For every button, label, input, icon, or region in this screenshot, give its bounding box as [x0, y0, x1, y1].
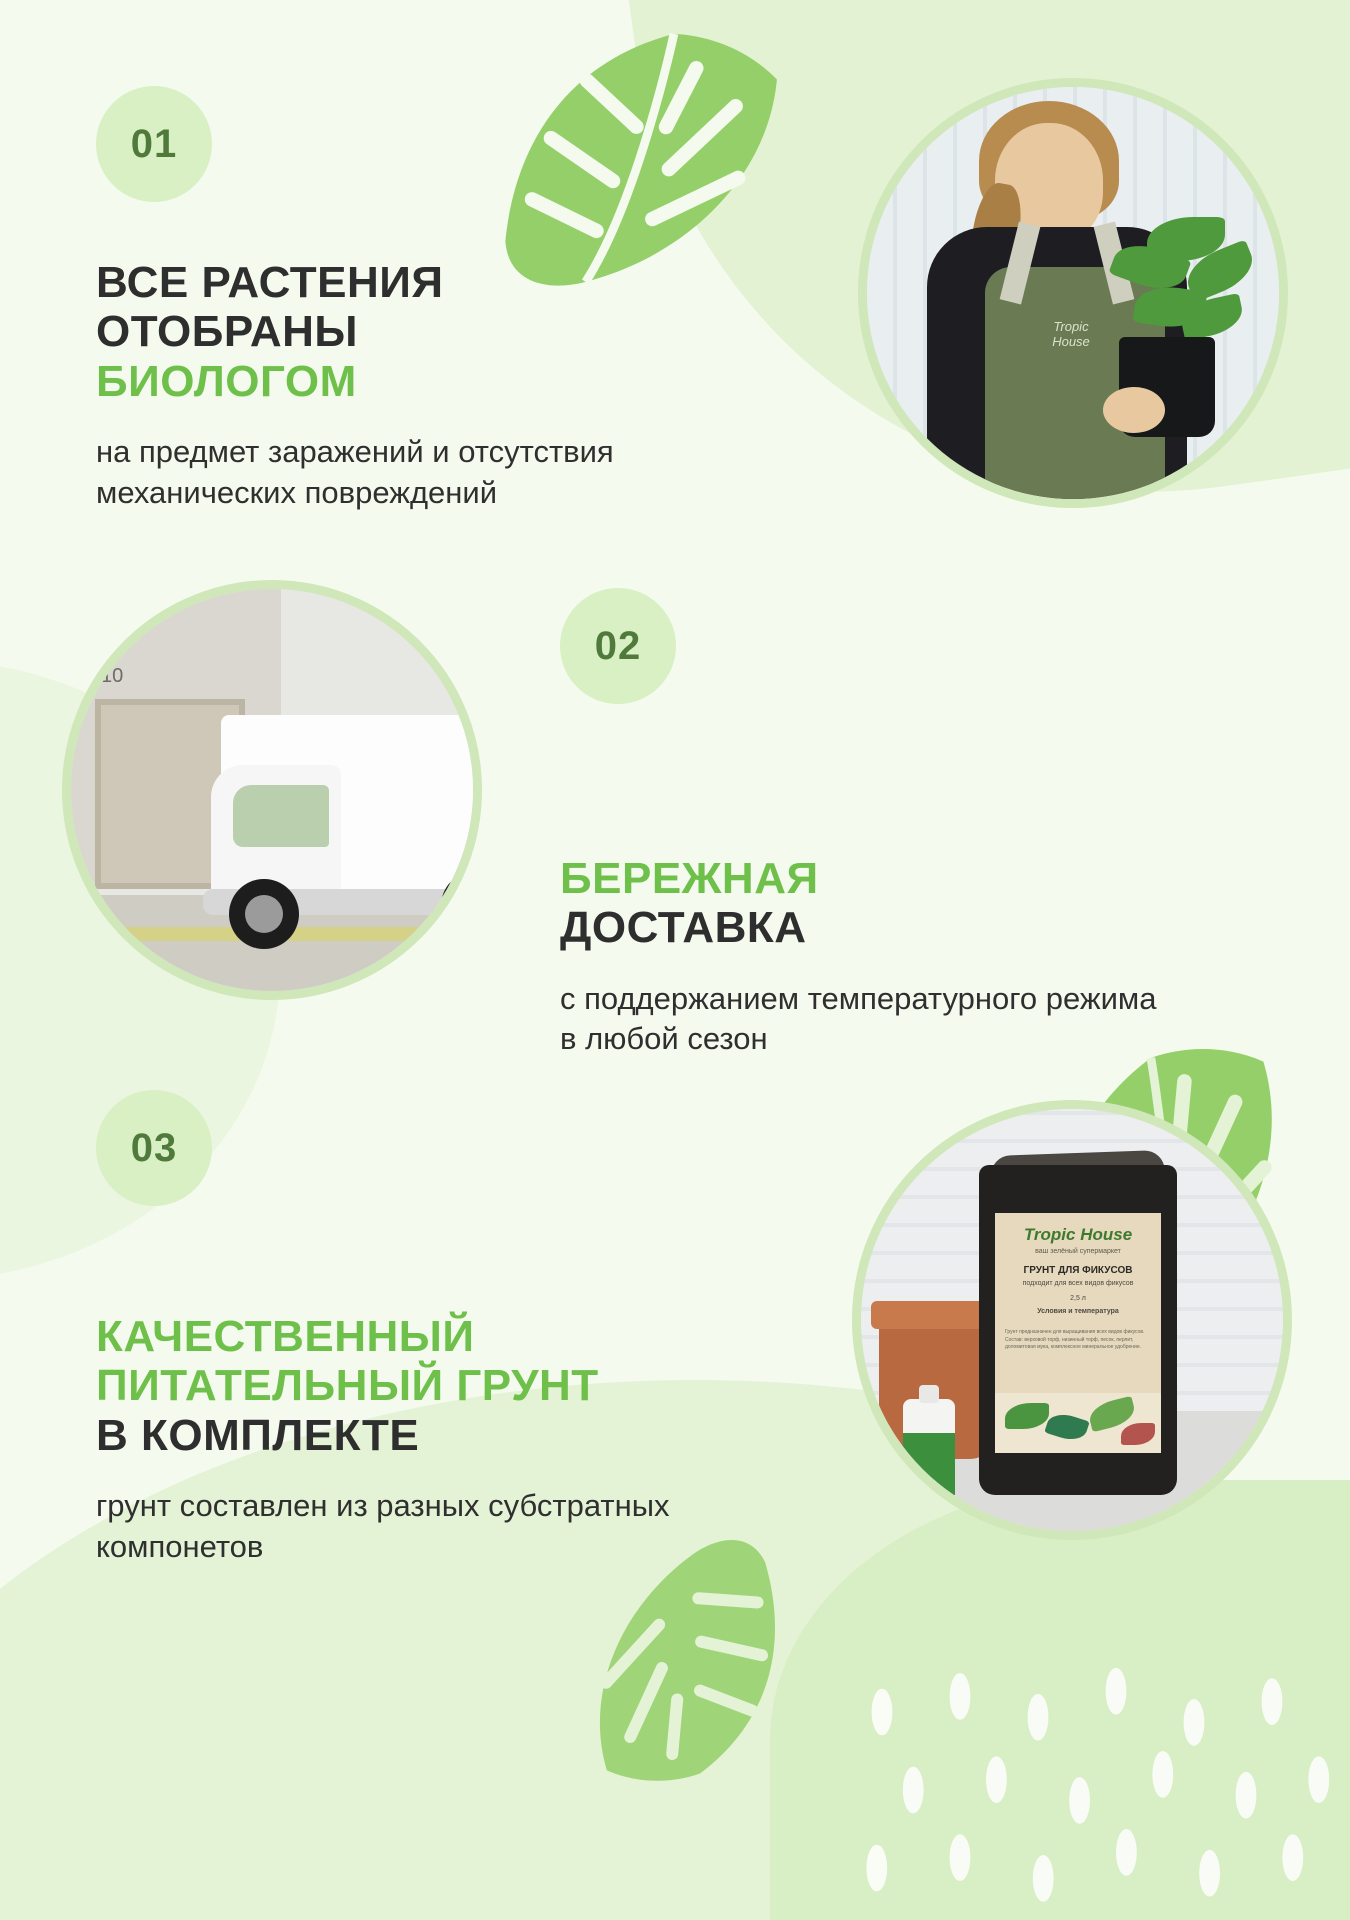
step-number-1: 01	[130, 121, 178, 166]
feature-title-2-line2: ДОСТАВКА	[560, 903, 807, 953]
soil-bag-product-sub: подходит для всех видов фикусов	[1022, 1280, 1134, 1287]
step-badge-1	[96, 86, 212, 202]
feature-subtitle-1: на предмет заражений и отсутствия механических повреждений	[96, 433, 614, 510]
soil-bag-brand-sub: ваш зелёный супермаркет	[1035, 1248, 1121, 1255]
soil-bag-product: ГРУНТ ДЛЯ ФИКУСОВ	[1023, 1265, 1133, 1276]
dot-pattern-decoration	[830, 1660, 1350, 1920]
feature-title-3-line1: КАЧЕСТВЕННЫЙ	[96, 1312, 475, 1361]
van-door-number: 10	[101, 665, 124, 687]
soil-bag-label	[995, 1213, 1161, 1393]
soil-bag-brand: Tropic House	[1023, 1225, 1133, 1244]
plant-leaves	[1107, 217, 1257, 357]
feature-title-3	[96, 1312, 716, 1460]
feature-title-1-line2: ОТОБРАНЫ	[96, 307, 358, 357]
feature-title-2-line1: БЕРЕЖНАЯ	[560, 854, 819, 903]
photo-woman-holding-plant	[858, 78, 1288, 508]
fertilizer-bottle	[903, 1399, 955, 1509]
soil-bag-section-title: Условия и температура	[1037, 1308, 1119, 1315]
feature-title-1-line3: БИОЛОГОМ	[96, 356, 357, 406]
feature-block-2	[560, 588, 1180, 1060]
step-number-2: 02	[594, 623, 642, 668]
feature-title-3-line3: В КОМПЛЕКТЕ	[96, 1410, 420, 1460]
photo-soil-package	[852, 1100, 1292, 1540]
feature-block-1	[96, 86, 716, 514]
feature-subtitle-2: с поддержанием температурного режима в любой сезон	[560, 980, 1157, 1057]
step-badge-3	[96, 1090, 212, 1206]
soil-bag-leaf-artwork	[995, 1393, 1161, 1453]
feature-title-1-line1: ВСЕ РАСТЕНИЯ	[96, 258, 444, 307]
soil-bag-body-text: Грунт предназначен для выращивания всех видов фикусов. Состав: верховой торф, низинный торф, песок, перлит, доломитовая мука, комплексное минеральное удобрение.	[1005, 1329, 1145, 1350]
step-badge-2	[560, 588, 676, 704]
soil-bag-net: 2,5 л	[1070, 1295, 1086, 1302]
feature-title-2	[560, 854, 1180, 953]
feature-title-1	[96, 258, 716, 406]
feature-title-3-line2: ПИТАТЕЛЬНЫЙ ГРУНТ	[96, 1361, 599, 1411]
feature-block-3	[96, 1090, 716, 1568]
apron-logo-text: Tropic House	[1052, 319, 1090, 349]
feature-subtitle-3: грунт составлен из разных субстратных компонетов	[96, 1487, 670, 1564]
step-number-3: 03	[130, 1125, 178, 1170]
photo-delivery-van	[62, 580, 482, 1000]
